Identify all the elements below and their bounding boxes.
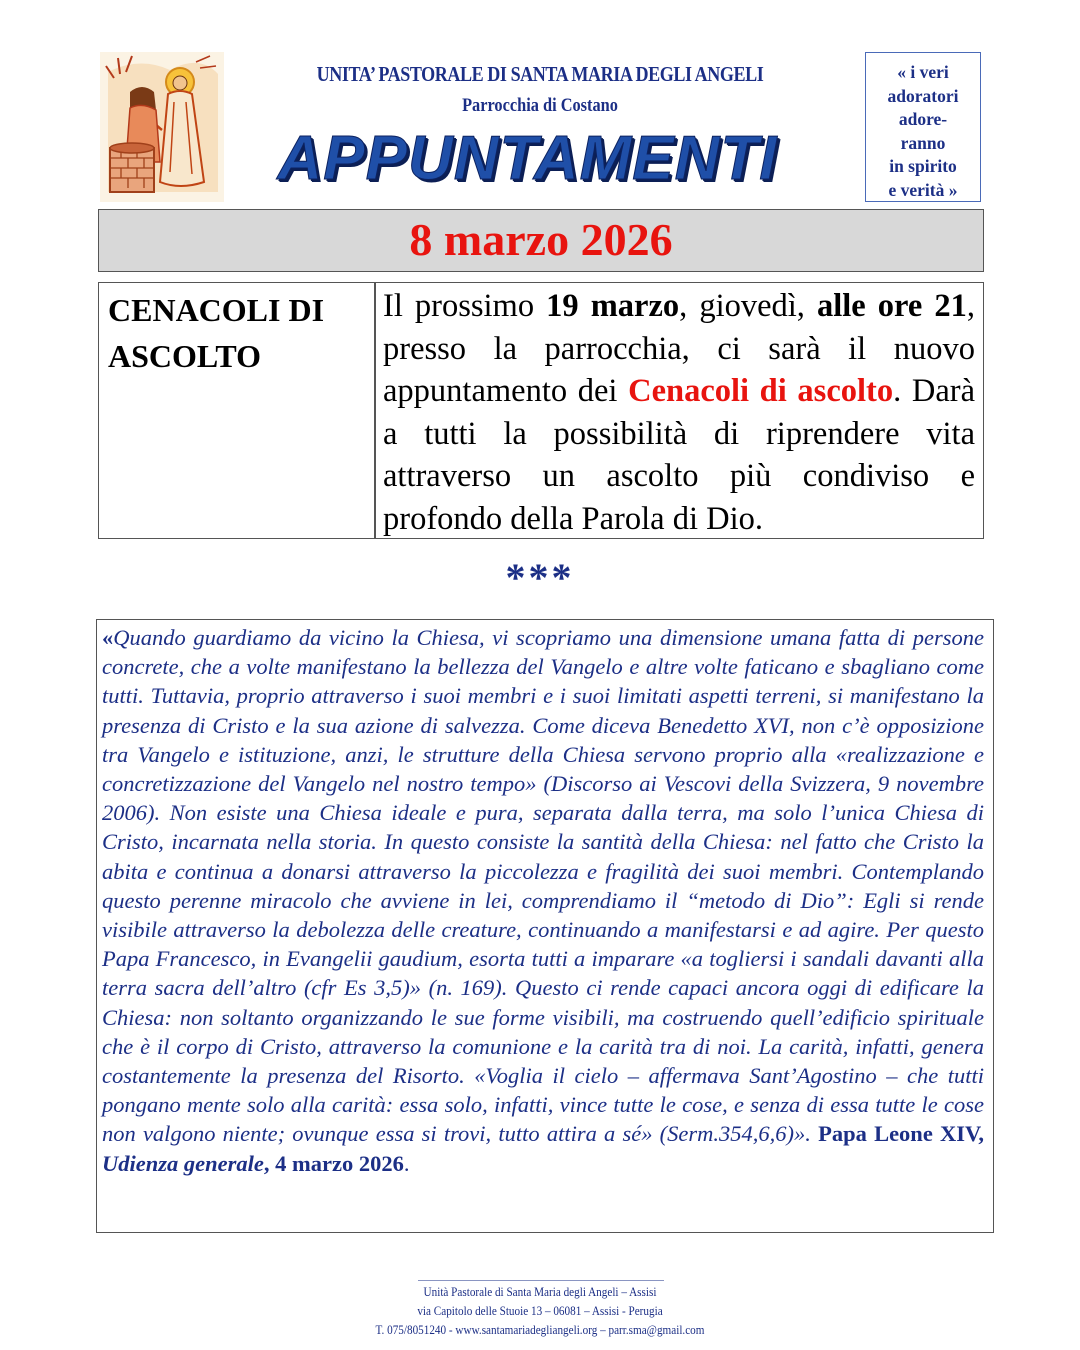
quote-text <box>102 623 984 1178</box>
notice-event-name: Cenacoli di ascolto <box>628 373 894 409</box>
motto-line: adore- <box>898 109 948 129</box>
notice-day: 19 marzo <box>546 288 680 324</box>
motto-line: adoratori <box>887 85 959 106</box>
notice-text-part: , presso la parrocchia, ci sarà il nuovo appuntamento dei <box>383 288 975 409</box>
notice-table <box>98 282 984 539</box>
quote-end: . <box>403 1150 410 1176</box>
column-divider <box>374 283 376 538</box>
quote-open-mark: « <box>102 625 114 650</box>
footer-organization: Unità Pastorale di Santa Maria degli Angeli – Assisi <box>423 1284 657 1299</box>
notice-text-part: . Darà a tutti la possibilità di riprendere vita attraverso un ascolto più condiviso e profondo della Parola di Dio. <box>383 373 975 537</box>
quote-box <box>96 619 994 1233</box>
quote-date: , 4 marzo 2026 <box>263 1150 404 1176</box>
quote-author: Papa Leone XIV, <box>810 1121 984 1147</box>
organization-name: UNITA’ PASTORALE DI SANTA MARIA DEGLI ANGELI <box>316 62 764 86</box>
quote-source: Udienza generale <box>102 1150 264 1176</box>
notice-text <box>383 285 975 540</box>
motto-line: e verità » <box>888 179 958 200</box>
notice-label: CENACOLI DI ASCOLTO <box>108 292 325 374</box>
footer-divider <box>418 1280 664 1281</box>
separator-stars: *** <box>505 555 575 600</box>
notice-time: alle ore 21 <box>817 288 967 324</box>
page-title: APPUNTAMENTI <box>277 124 778 193</box>
footer-address: via Capitolo delle Stuoie 13 – 06081 – Assisi - Perugia <box>417 1303 663 1318</box>
notice-text-part: Il prossimo <box>383 288 547 324</box>
date-banner: 8 marzo 2026 <box>98 209 984 272</box>
footer-contacts[interactable]: T. 075/8051240 - www.santamariadegliangeli.org – parr.sma@gmail.com <box>375 1322 705 1337</box>
notice-text-part: , giovedì, <box>679 288 817 324</box>
jesus-samaritan-woman-icon <box>100 52 224 202</box>
motto-line: « i veri <box>897 62 949 82</box>
motto-line: ranno <box>900 132 946 153</box>
quote-body: Quando guardiamo da vicino la Chiesa, vi scopriamo una dimensione umana fatta di persone concrete, che a volte manifestano la bellezza del Vangelo e altre volte faticano e sbagliano come tutti. Tuttavia, proprio attraverso i suoi membri e i suoi limitati aspetti terreni, si manifestano la presenza di Cristo e la sua azione di salvezza. Come diceva Benedetto XVI, non c’è opposizione tra Vangelo e istituzione, anzi, le strutture della Chiesa servono proprio alla «realizzazione e concretizzazione del Vangelo nel nostro tempo» (Discorso ai Vescovi della Svizzera, 9 novembre 2006). Non esiste una Chiesa ideale e pura, separata dalla terra, ma solo l’unica Chiesa di Cristo, incarnata nella storia. In questo consiste la santità della Chiesa: nel fatto che Cristo la abita e continua a donarsi attraverso la piccolezza e fragilità dei suoi membri. Contemplando questo perenne miracolo che avviene in lei, comprendiamo il “metodo di Dio”: Egli si rende visibile attraverso la debolezza delle creature, continuando a manifestarsi e ad agire. Per questo Papa Francesco, in Evangelii gaudium, esorta tutti a imparare «a togliersi i sandali davanti alla terra sacra dell’altro (cfr Es 3,5)» (n. 169). Questo ci rende capaci ancora oggi di edificare la Chiesa: non soltanto organizzando le sue forme visibili, ma costruendo quell’edificio spirituale che è il corpo di Cristo, attraverso la comunione e la carità tra di noi. La carità, infatti, genera costantemente la presenza del Risorto. «Voglia il cielo – affermava Sant’Agostino – che tutti pongano mente solo alla carità: essa solo, infatti, vince tutte le cose, e senza di essa tutte le cose non valgono niente; ovunque essa si trovi, tutto attira a sé» (Serm.354,6,6)». <box>102 625 984 1147</box>
parish-name: Parrocchia di Costano <box>462 95 618 116</box>
motto-box <box>865 52 981 202</box>
motto-line: in spirito <box>889 156 957 176</box>
